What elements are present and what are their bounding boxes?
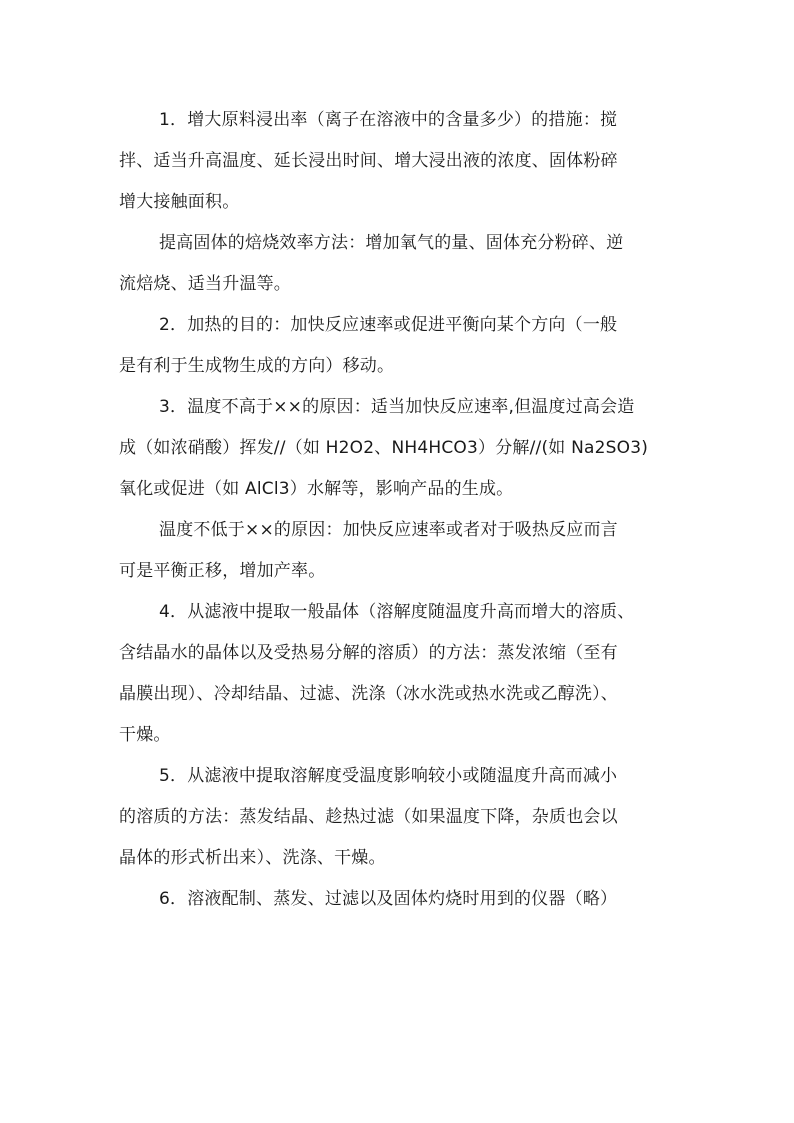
text-line: 6．溶液配制、蒸发、过滤以及固体灼烧时用到的仪器（略） bbox=[159, 889, 618, 909]
text-line: 4．从滤液中提取一般晶体（溶解度随温度升高而增大的溶质、 bbox=[159, 602, 635, 622]
text-line: 拌、适当升高温度、延长浸出时间、增大浸出液的浓度、固体粉碎 bbox=[119, 151, 618, 171]
text-line: 流焙烧、适当升温等。 bbox=[119, 274, 291, 294]
text-line: 可是平衡正移，增加产率。 bbox=[119, 561, 326, 581]
text-line: 是有利于生成物生成的方向）移动。 bbox=[119, 356, 395, 376]
text-line: 增大接触面积。 bbox=[119, 192, 240, 212]
text-line: 提高固体的焙烧效率方法：增加氧气的量、固体充分粉碎、逆 bbox=[159, 233, 624, 253]
text-line: 2．加热的目的：加快反应速率或促进平衡向某个方向（一般 bbox=[159, 315, 618, 335]
text-line: 温度不低于××的原因：加快反应速率或者对于吸热反应而言 bbox=[159, 520, 618, 540]
text-line: 的溶质的方法：蒸发结晶、趁热过滤（如果温度下降，杂质也会以 bbox=[119, 807, 618, 827]
text-line: 晶膜出现）、冷却结晶、过滤、洗涤（冰水洗或热水洗或乙醇洗）、 bbox=[119, 684, 618, 704]
document-body bbox=[119, 100, 679, 920]
text-line: 含结晶水的晶体以及受热易分解的溶质）的方法：蒸发浓缩（至有 bbox=[119, 643, 618, 663]
text-line: 氧化或促进（如 AlCl3）水解等，影响产品的生成。 bbox=[119, 479, 514, 499]
text-line: 干燥。 bbox=[119, 725, 171, 745]
text-line: 1．增大原料浸出率（离子在溶液中的含量多少）的措施：搅 bbox=[159, 110, 618, 130]
text-line: 5．从滤液中提取溶解度受温度影响较小或随温度升高而减小 bbox=[159, 766, 618, 786]
text-line: 成（如浓硝酸）挥发//（如 H2O2、NH4HCO3）分解//(如 Na2SO3) bbox=[119, 438, 649, 458]
text-line: 3．温度不高于××的原因：适当加快反应速率,但温度过高会造 bbox=[159, 397, 635, 417]
text-line: 晶体的形式析出来）、洗涤、干燥。 bbox=[119, 848, 386, 868]
